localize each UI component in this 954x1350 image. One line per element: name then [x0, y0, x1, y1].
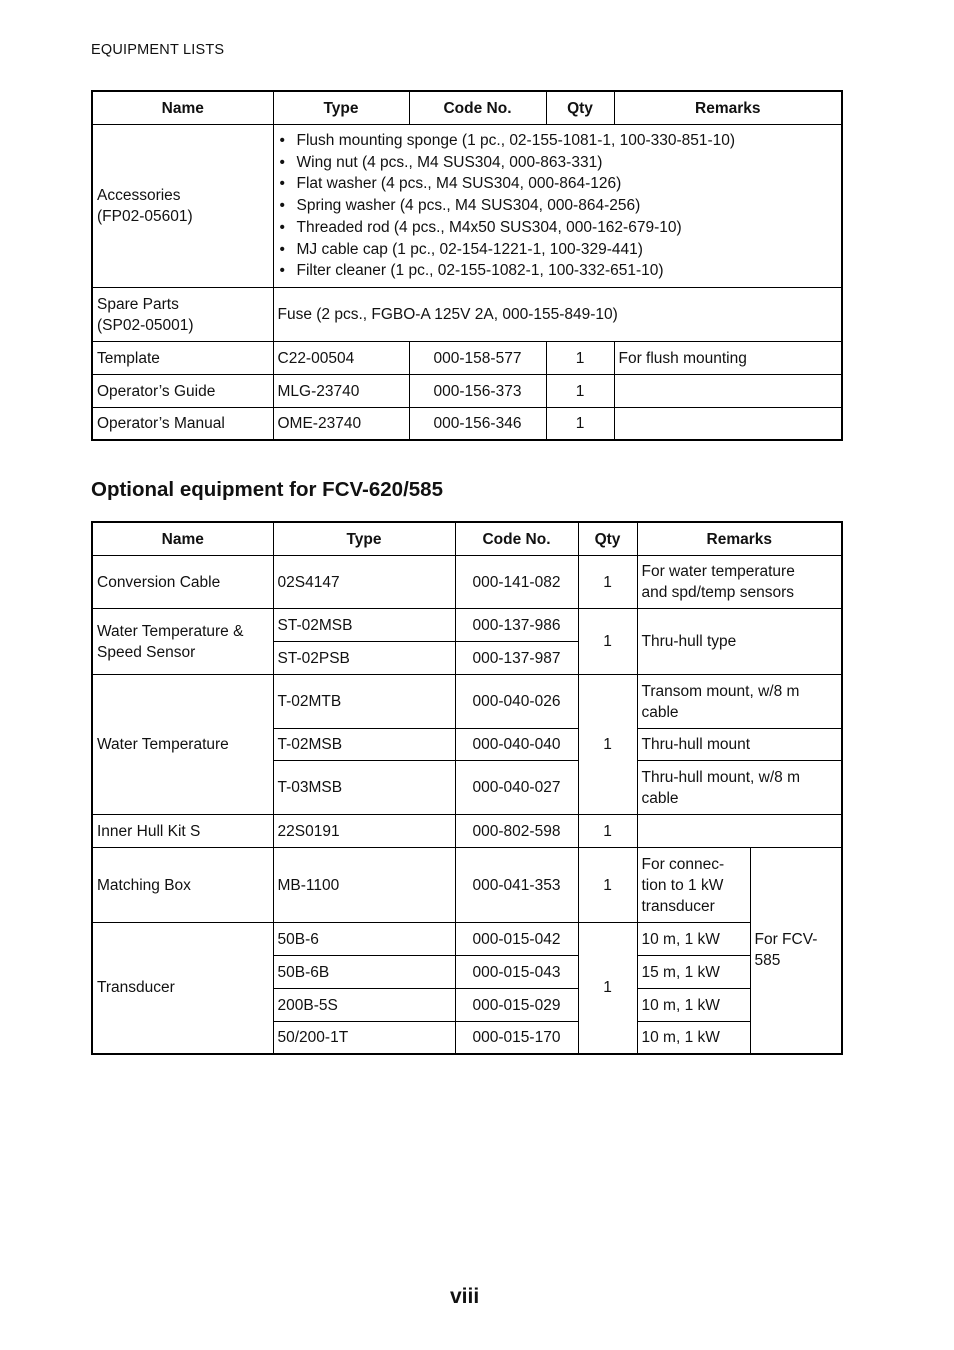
column-header: Name — [92, 522, 273, 556]
list-item: • Wing nut (4 pcs., M4 SUS304, 000-863-331) — [278, 152, 838, 174]
page-number: viii — [450, 1285, 480, 1308]
column-header: Code No. — [455, 522, 578, 556]
qty-cell: 1 — [546, 375, 614, 408]
qty-cell: 1 — [578, 609, 637, 675]
section-title: Optional equipment for FCV-620/585 — [91, 478, 443, 501]
list-item: • MJ cable cap (1 pc., 02-154-1221-1, 100-329-441) — [278, 239, 838, 261]
cell-line: and spd/temp sensors — [641, 584, 795, 601]
name-cell — [92, 125, 273, 288]
list-item: • Flush mounting sponge (1 pc., 02-155-1081-1, 100-330-851-10) — [278, 130, 838, 152]
name-cell: Matching Box — [92, 848, 273, 923]
type-cell: 50B-6 — [273, 923, 455, 956]
list-item: • Spring washer (4 pcs., M4 SUS304, 000-864-256) — [278, 195, 838, 217]
spare-desc-cell: Fuse (2 pcs., FGBO-A 125V 2A, 000-155-849-10) — [273, 288, 842, 342]
code-cell: 000-040-026 — [455, 675, 578, 729]
column-header: Remarks — [614, 91, 842, 125]
code-cell: 000-158-577 — [409, 342, 546, 375]
cell-line: transducer — [641, 897, 715, 915]
qty-cell: 1 — [546, 342, 614, 375]
table-row — [92, 288, 842, 342]
remarks-cell — [637, 556, 842, 609]
remarks-cell: 15 m, 1 kW — [637, 956, 750, 989]
cell-line: For connec- — [641, 855, 725, 873]
table-row — [92, 815, 842, 848]
qty-cell: 1 — [578, 556, 637, 609]
name-cell: Water Temperature — [92, 675, 273, 815]
cell-line: Speed Sensor — [97, 643, 196, 661]
code-cell: 000-802-598 — [455, 815, 578, 848]
cell-line: cable — [641, 789, 679, 807]
code-cell: 000-015-042 — [455, 923, 578, 956]
column-header: Name — [92, 91, 273, 125]
qty-cell: 1 — [578, 923, 637, 1054]
table-row — [92, 342, 842, 375]
code-cell: 000-137-986 — [455, 609, 578, 642]
equipment-table — [91, 90, 843, 441]
type-cell: ST-02MSB — [273, 609, 455, 642]
list-item: • Filter cleaner (1 pc., 02-155-1082-1, 100-332-651-10) — [278, 260, 838, 282]
name-cell: Template — [92, 342, 273, 375]
remarks-cell — [614, 408, 842, 440]
remarks-cell — [637, 761, 842, 815]
type-cell: 22S0191 — [273, 815, 455, 848]
type-cell: 200B-5S — [273, 989, 455, 1022]
optional-equipment-table — [91, 521, 843, 1055]
type-cell: T-03MSB — [273, 761, 455, 815]
column-header: Qty — [546, 91, 614, 125]
remarks-cell: 10 m, 1 kW — [637, 989, 750, 1022]
table-row — [92, 125, 842, 288]
name-cell: Transducer — [92, 923, 273, 1054]
list-item: • Threaded rod (4 pcs., M4x50 SUS304, 000-162-679-10) — [278, 217, 838, 239]
table-row — [92, 675, 842, 729]
cell-line: Thru-hull mount, w/8 m — [641, 768, 800, 786]
code-cell: 000-141-082 — [455, 556, 578, 609]
fcv585-remarks-cell — [750, 848, 842, 1054]
remarks-cell: 10 m, 1 kW — [637, 1022, 750, 1054]
cell-line: Spare Parts — [97, 295, 179, 313]
remarks-cell: 10 m, 1 kW — [637, 923, 750, 956]
cell-line: tion to 1 kW — [641, 876, 724, 894]
cell-line: (FP02-05601) — [97, 208, 193, 225]
type-cell: 50B-6B — [273, 956, 455, 989]
type-cell: 02S4147 — [273, 556, 455, 609]
type-cell: ST-02PSB — [273, 642, 455, 675]
table-row — [92, 609, 842, 642]
remarks-cell: Thru-hull type — [637, 609, 842, 675]
type-cell: MB-1100 — [273, 848, 455, 923]
name-cell — [92, 288, 273, 342]
table-row — [92, 923, 842, 956]
page-header: EQUIPMENT LISTS — [91, 42, 225, 58]
name-cell: Inner Hull Kit S — [92, 815, 273, 848]
remarks-cell — [614, 375, 842, 408]
type-cell: T-02MTB — [273, 675, 455, 729]
column-header: Code No. — [409, 91, 546, 125]
table-row — [92, 375, 842, 408]
table-header-row — [92, 522, 842, 556]
table-row — [92, 556, 842, 609]
code-cell: 000-137-987 — [455, 642, 578, 675]
column-header: Type — [273, 91, 409, 125]
cell-line: For FCV- — [754, 931, 818, 949]
cell-line: Transom mount, w/8 m — [641, 682, 800, 700]
cell-line: Water Temperature & — [97, 622, 244, 640]
remarks-cell — [637, 675, 842, 729]
qty-cell: 1 — [578, 848, 637, 923]
type-cell: 50/200-1T — [273, 1022, 455, 1054]
remarks-cell — [637, 848, 750, 923]
column-header: Qty — [578, 522, 637, 556]
cell-line: cable — [641, 703, 679, 721]
type-cell: C22-00504 — [273, 342, 409, 375]
code-cell: 000-015-043 — [455, 956, 578, 989]
table-row — [92, 408, 842, 440]
cell-line: 585 — [754, 952, 781, 970]
table-row — [92, 848, 842, 923]
code-cell: 000-040-027 — [455, 761, 578, 815]
code-cell: 000-040-040 — [455, 729, 578, 761]
code-cell: 000-156-346 — [409, 408, 546, 440]
qty-cell: 1 — [578, 675, 637, 815]
qty-cell: 1 — [546, 408, 614, 440]
name-cell: Operator’s Guide — [92, 375, 273, 408]
type-cell: T-02MSB — [273, 729, 455, 761]
remarks-cell: Thru-hull mount — [637, 729, 842, 761]
column-header: Type — [273, 522, 455, 556]
table-header-row — [92, 91, 842, 125]
accessories-list-cell — [273, 125, 842, 288]
name-cell — [92, 609, 273, 675]
accessories-list — [278, 130, 838, 282]
cell-line: Accessories — [97, 187, 181, 204]
column-header: Remarks — [637, 522, 842, 556]
remarks-cell — [637, 815, 842, 848]
code-cell: 000-041-353 — [455, 848, 578, 923]
code-cell: 000-015-170 — [455, 1022, 578, 1054]
cell-line: (SP02-05001) — [97, 316, 194, 334]
code-cell: 000-156-373 — [409, 375, 546, 408]
qty-cell: 1 — [578, 815, 637, 848]
type-cell: MLG-23740 — [273, 375, 409, 408]
code-cell: 000-015-029 — [455, 989, 578, 1022]
name-cell: Operator’s Manual — [92, 408, 273, 440]
name-cell: Conversion Cable — [92, 556, 273, 609]
cell-line: For water temperature — [641, 563, 795, 580]
list-item: • Flat washer (4 pcs., M4 SUS304, 000-864-126) — [278, 173, 838, 195]
remarks-cell: For flush mounting — [614, 342, 842, 375]
type-cell: OME-23740 — [273, 408, 409, 440]
